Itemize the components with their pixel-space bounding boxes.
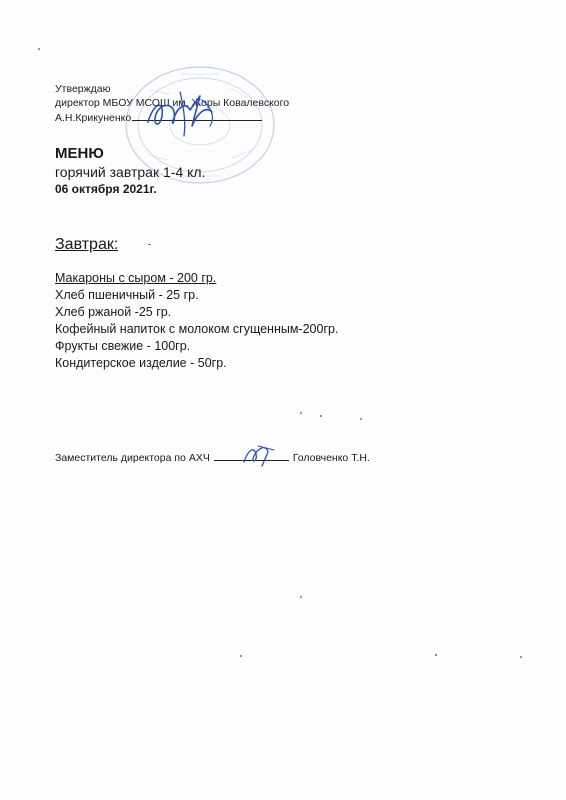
scan-speck <box>520 656 522 658</box>
list-item: Фрукты свежие - 100гр. <box>55 339 191 353</box>
breakfast-heading: Завтрак: <box>55 236 119 253</box>
deputy-signature-line <box>55 450 370 465</box>
scan-speck <box>320 415 322 417</box>
list-item: Хлеб ржаной -25 гр. <box>55 305 172 319</box>
menu-title: МЕНЮ <box>55 145 104 162</box>
breakfast-list <box>55 270 338 372</box>
director-title: директор МБОУ МСОШ им. Жоры Ковалевского <box>55 96 290 109</box>
scan-speck <box>240 655 242 657</box>
approval-block <box>55 83 289 126</box>
menu-title-block <box>55 145 205 197</box>
deputy-position: Заместитель директора по АХЧ <box>55 452 210 464</box>
scan-speck <box>300 596 302 598</box>
approval-heading: Утверждаю <box>55 83 111 95</box>
menu-subtitle: горячий завтрак 1-4 кл. <box>55 164 206 180</box>
deputy-name: Головченко Т.Н. <box>292 452 370 464</box>
scan-speck <box>38 48 40 50</box>
list-item: Кондитерское изделие - 50гр. <box>55 356 227 370</box>
director-signature-line <box>132 110 262 121</box>
list-item: Кофейный напиток с молоком сгущенным-200гр. <box>55 322 339 336</box>
scan-speck <box>360 418 362 420</box>
list-item: Макароны с сыром - 200 гр. <box>55 271 217 285</box>
deputy-signature-underline <box>214 450 289 461</box>
director-name: А.Н.Крикуненко <box>55 112 132 124</box>
scan-speck <box>300 412 302 414</box>
list-item: Хлеб пшеничный - 25 гр. <box>55 288 199 302</box>
scan-speck <box>148 244 151 245</box>
director-name-line <box>55 110 289 126</box>
menu-date: 06 октября 2021г. <box>55 182 157 196</box>
scan-speck <box>435 654 437 656</box>
